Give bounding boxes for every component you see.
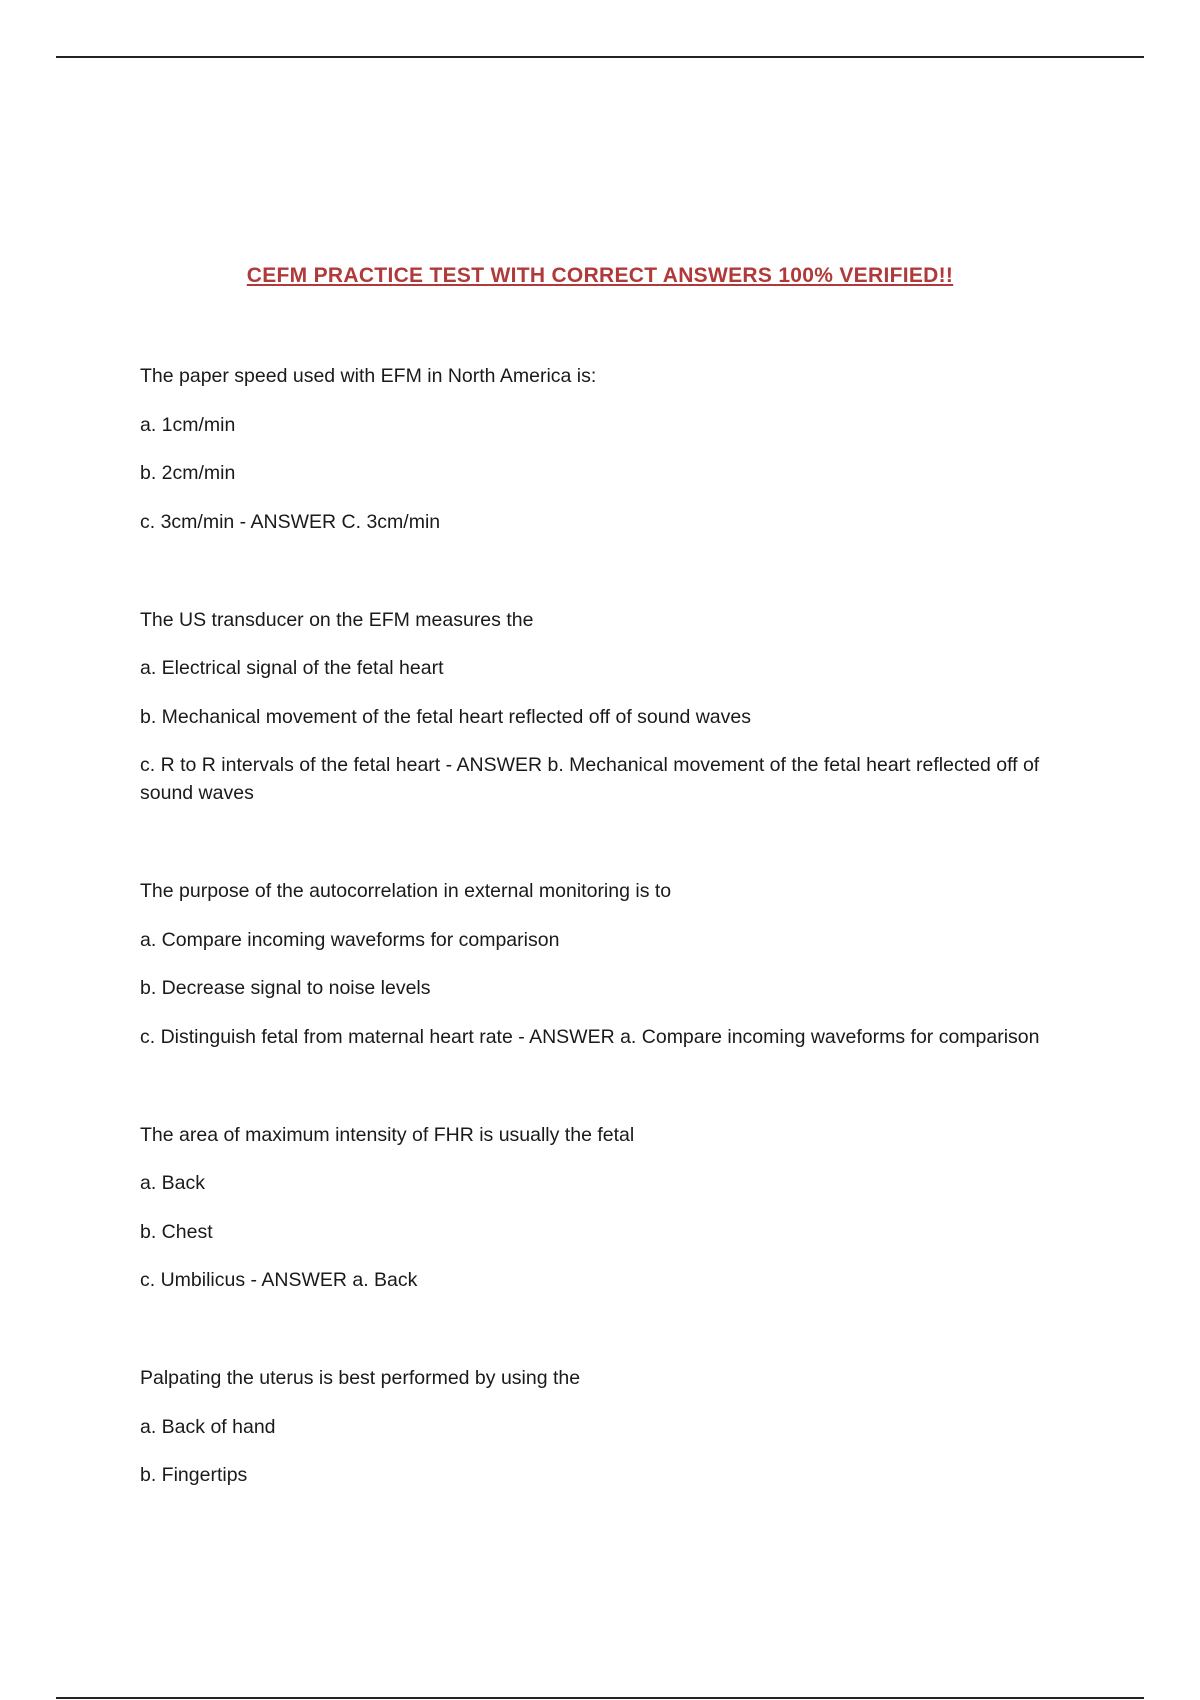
question-3 [140, 877, 1080, 1051]
option: a. Back [140, 1172, 206, 1194]
option: a. Compare incoming waveforms for comparison [140, 928, 560, 951]
question-stem: The paper speed used with EFM in North America is: [140, 365, 597, 387]
option: b. Chest [140, 1220, 213, 1243]
top-rule [56, 56, 1144, 58]
option: b. 2cm/min [140, 462, 236, 484]
option: a. 1cm/min [140, 413, 236, 436]
option-with-answer: c. Distinguish fetal from maternal heart rate - ANSWER a. Compare incoming waveforms for comparison [140, 1025, 1040, 1048]
option: a. Electrical signal of the fetal heart [140, 657, 444, 679]
question-2 [140, 606, 1080, 808]
bottom-rule [56, 1697, 1144, 1699]
option: a. Back of hand [140, 1415, 276, 1438]
option: b. Decrease signal to noise levels [140, 977, 431, 999]
question-1 [140, 362, 1080, 536]
question-list [140, 362, 1080, 1559]
option: b. Fingertips [140, 1464, 248, 1486]
question-5 [140, 1364, 1080, 1489]
question-stem: Palpating the uterus is best performed by using the [140, 1367, 581, 1389]
question-stem: The US transducer on the EFM measures the [140, 608, 534, 631]
question-stem: The area of maximum intensity of FHR is usually the fetal [140, 1123, 635, 1146]
document-title: CEFM PRACTICE TEST WITH CORRECT ANSWERS 100% VERIFIED!! [246, 264, 954, 287]
option-with-answer: c. R to R intervals of the fetal heart - ANSWER b. Mechanical movement of the fetal heart reflected off of sound waves [140, 754, 1040, 804]
option: b. Mechanical movement of the fetal heart reflected off of sound waves [140, 705, 751, 728]
option-with-answer: c. Umbilicus - ANSWER a. Back [140, 1269, 418, 1291]
question-4 [140, 1121, 1080, 1295]
question-stem: The purpose of the autocorrelation in external monitoring is to [140, 880, 672, 902]
option-with-answer: c. 3cm/min - ANSWER C. 3cm/min [140, 510, 441, 533]
